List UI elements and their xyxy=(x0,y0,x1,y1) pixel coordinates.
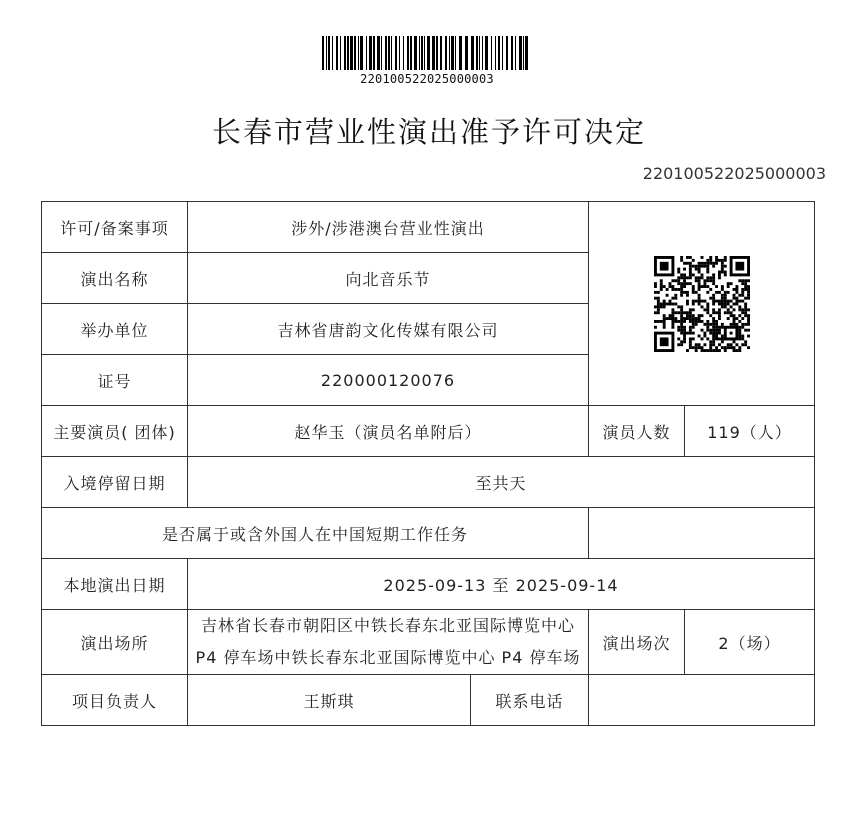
local-dates-label: 本地演出日期 xyxy=(42,559,188,610)
performer-count-label: 演员人数 xyxy=(589,406,685,457)
permit-type-label: 许可/备案事项 xyxy=(42,202,188,253)
show-name-label: 演出名称 xyxy=(42,253,188,304)
foreign-work-value xyxy=(589,508,815,559)
barcode-number: 220100522025000003 xyxy=(360,72,494,86)
permit-form-table xyxy=(41,201,815,726)
venue-label: 演出场所 xyxy=(42,610,188,675)
qr-code-icon xyxy=(654,256,750,352)
barcode-image xyxy=(322,36,532,70)
sessions-value: 2（场） xyxy=(685,610,815,675)
phone-value xyxy=(589,675,815,726)
foreign-work-label: 是否属于或含外国人在中国短期工作任务 xyxy=(42,508,589,559)
phone-label: 联系电话 xyxy=(471,675,589,726)
stay-dates-value: 至共天 xyxy=(188,457,815,508)
page-title: 长春市营业性演出准予许可决定 xyxy=(211,115,646,149)
qr-cell xyxy=(589,202,815,406)
performers-label: 主要演员( 团体) xyxy=(42,406,188,457)
document-number: 220100522025000003 xyxy=(642,164,826,183)
stay-dates-label: 入境停留日期 xyxy=(42,457,188,508)
organizer-label: 举办单位 xyxy=(42,304,188,355)
show-name-value: 向北音乐节 xyxy=(188,253,589,304)
license-no-label: 证号 xyxy=(42,355,188,406)
permit-type-value: 涉外/涉港澳台营业性演出 xyxy=(188,202,589,253)
performers-value: 赵华玉（演员名单附后） xyxy=(188,406,589,457)
venue-value: 吉林省长春市朝阳区中铁长春东北亚国际博览中心 P4 停车场中铁长春东北亚国际博览中心 P4 停车场 xyxy=(188,610,589,675)
manager-value: 王斯琪 xyxy=(188,675,471,726)
organizer-value: 吉林省唐韵文化传媒有限公司 xyxy=(188,304,589,355)
performer-count-value: 119（人） xyxy=(685,406,815,457)
local-dates-value: 2025-09-13 至 2025-09-14 xyxy=(188,559,815,610)
license-no-value: 220000120076 xyxy=(188,355,589,406)
manager-label: 项目负责人 xyxy=(42,675,188,726)
sessions-label: 演出场次 xyxy=(589,610,685,675)
